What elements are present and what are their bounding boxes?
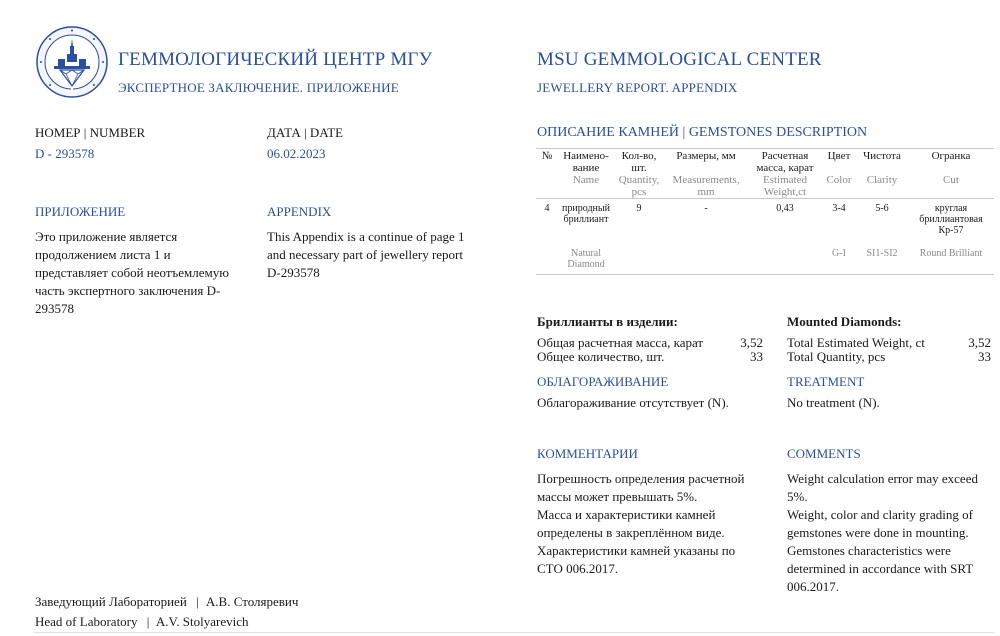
cell-number: 4 (544, 203, 550, 214)
en-treatment-text: No treatment (N). (787, 395, 880, 410)
col-header-color: Цвет (827, 150, 851, 162)
en-signature-role: Head of Laboratory (35, 614, 138, 629)
cell-name: природный бриллиант (562, 203, 610, 225)
cell-quantity-en (614, 248, 664, 275)
en-signature-name: A.V. Stolyarevich (155, 614, 249, 629)
ru-total-weight-row (537, 336, 763, 350)
ru-mounted-title: Бриллианты в изделии: (537, 314, 678, 329)
col-header-measurements-en: Measurements, mm (672, 174, 740, 198)
col-header-clarity: Чистота (863, 150, 901, 162)
cell-clarity-en: SI1-SI2 (866, 248, 898, 259)
col-header-weight-en: Estimated Weight,ct (763, 174, 807, 198)
ru-signature (35, 594, 298, 610)
cell-measurements: - (704, 203, 708, 214)
signature-separator: | (196, 594, 199, 609)
cell-color: 3-4 (832, 203, 846, 214)
col-header-number-en (536, 174, 558, 199)
ru-total-weight-label: Общая расчетная масса, карат (537, 335, 704, 350)
col-header-cut-en: Cut (943, 174, 959, 186)
en-comment-line: Weight calculation error may exceed 5%. (787, 471, 978, 504)
gemstones-table (536, 148, 994, 275)
en-center-title: MSU GEMMOLOGICAL CENTER (537, 49, 822, 70)
signature-separator: | (146, 614, 150, 629)
ru-total-qty-value: 33 (750, 349, 763, 364)
ru-comment-line: Погрешность определения расчетной массы может превышать 5%. (537, 471, 745, 504)
table-header-ru-row (536, 149, 994, 175)
en-total-qty-row (787, 350, 991, 364)
ru-appendix-heading: ПРИЛОЖЕНИЕ (35, 204, 126, 219)
en-comments-text (787, 470, 985, 596)
en-comment-line: Weight, color and clarity grading of gemstones were done in mounting. (787, 507, 973, 540)
table-row-en (536, 248, 994, 275)
number-label: НОМЕР | NUMBER (35, 125, 146, 140)
col-header-measurements: Размеры, мм (676, 150, 736, 162)
ru-treatment-heading: ОБЛАГОРАЖИВАНИЕ (537, 374, 669, 389)
date-label: ДАТА | DATE (267, 125, 344, 140)
cell-name-en: Natural Diamond (567, 248, 605, 270)
cell-number-en (536, 248, 558, 275)
ru-signature-role: Заведующий Лабораторией (35, 594, 187, 609)
msu-seal-logo (36, 26, 108, 98)
col-header-name: Наимено-вание (563, 150, 609, 174)
ru-comments-text (537, 470, 759, 578)
en-treatment-heading: TREATMENT (787, 374, 865, 389)
cell-quantity: 9 (636, 203, 642, 214)
en-total-weight-row (787, 336, 991, 350)
col-header-quantity-en: Quantity, pcs (618, 174, 660, 198)
en-appendix-text: This Appendix is a continue of page 1 and necessary part of jewellery report D-293578 (267, 229, 465, 280)
cell-color-en: G-I (832, 248, 846, 259)
en-mounted-title: Mounted Diamonds: (787, 314, 902, 329)
en-appendix-heading: APPENDIX (267, 204, 332, 219)
page-bottom-rule (34, 632, 994, 633)
col-header-quantity: Кол-во, шт. (621, 150, 657, 174)
gemstones-heading: ОПИСАНИЕ КАМНЕЙ | GEMSTONES DESCRIPTION (537, 125, 868, 140)
en-report-subtitle: JEWELLERY REPORT. APPENDIX (537, 80, 738, 95)
en-total-qty-label: Total Quantity, pcs (787, 349, 886, 364)
ru-appendix-text: Это приложение является продолжением листа 1 и представляет собой неотъемлемую часть экспертного заключения D-293578 (35, 229, 229, 316)
ru-center-title: ГЕММОЛОГИЧЕСКИЙ ЦЕНТР МГУ (118, 49, 433, 70)
en-total-weight-value: 3,52 (968, 335, 991, 350)
cell-measurements-en (664, 248, 748, 275)
cell-cut: круглая бриллиантовая Кр-57 (919, 203, 983, 236)
table-row (536, 199, 994, 249)
col-header-clarity-en: Clarity (866, 174, 898, 186)
col-header-name-en: Name (572, 174, 600, 186)
ru-total-qty-row (537, 350, 763, 364)
en-total-weight-label: Total Estimated Weight, ct (787, 335, 925, 350)
col-header-weight: Расчетная масса, карат (756, 150, 814, 174)
en-total-qty-value: 33 (978, 349, 991, 364)
cell-clarity: 5-6 (875, 203, 889, 214)
en-comments-heading: COMMENTS (787, 446, 861, 461)
col-header-number: № (541, 150, 553, 162)
col-header-cut: Огранка (931, 150, 971, 162)
ru-treatment-text: Облагораживание отсутствует (N). (537, 395, 729, 410)
en-signature (35, 614, 248, 630)
cell-weight-en (748, 248, 822, 275)
ru-total-weight-value: 3,52 (740, 335, 763, 350)
ru-signature-name: А.В. Столяревич (205, 594, 299, 609)
ru-report-subtitle: ЭКСПЕРТНОЕ ЗАКЛЮЧЕНИЕ. ПРИЛОЖЕНИЕ (118, 80, 399, 95)
en-comment-line: Gemstones characteristics were determined in accordance with SRT 006.2017. (787, 543, 973, 594)
cell-weight: 0,43 (776, 203, 794, 214)
ru-comment-line: Масса и характеристики камней определены в закреплённом виде. (537, 507, 725, 540)
cell-cut-en: Round Brilliant (919, 248, 983, 259)
ru-comments-heading: КОММЕНТАРИИ (537, 446, 638, 461)
table-header-en-row (536, 174, 994, 199)
col-header-color-en: Color (826, 174, 852, 186)
number-value: D - 293578 (35, 146, 95, 161)
date-value: 06.02.2023 (267, 146, 326, 161)
ru-total-qty-label: Общее количество, шт. (537, 349, 665, 364)
ru-comment-line: Характеристики камней указаны по СТО 006.2017. (537, 543, 736, 576)
